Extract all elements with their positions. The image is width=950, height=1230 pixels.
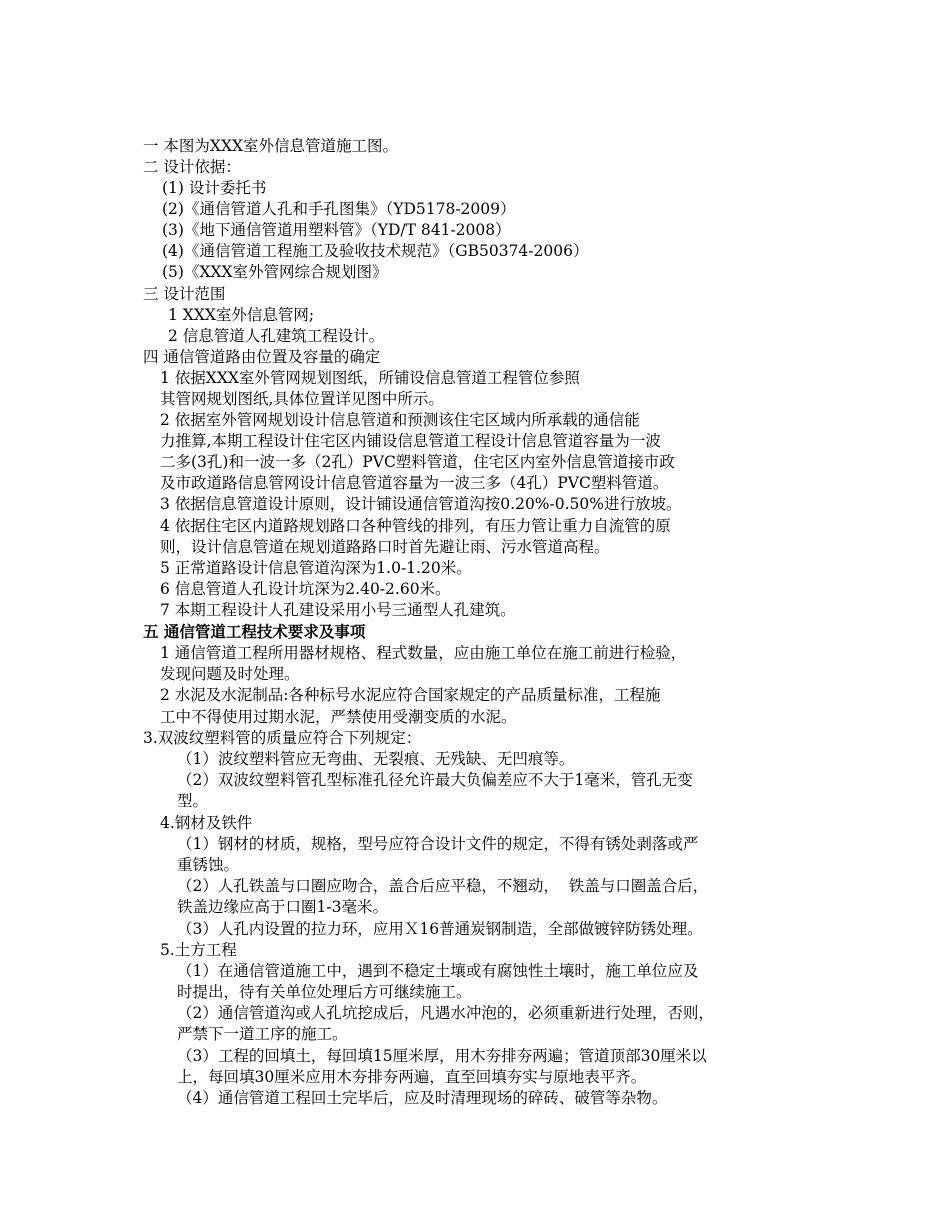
document-line: (5)《XXX室外管网综合规划图》	[162, 263, 388, 281]
document-line: 则，设计信息管道在规划道路路口时首先避让雨、污水管道高程。	[160, 538, 610, 556]
document-line: 1 依据XXX室外管网规划图纸，所铺设信息管道工程管位参照	[160, 369, 580, 387]
document-line: 2 依据室外管网规划设计信息管道和预测该住宅区域内所承载的通信能	[160, 411, 640, 429]
document-line: 重锈蚀。	[177, 856, 240, 874]
document-line: 上，每回填30厘米应用木夯排夯两遍，直至回填夯实与原地表平齐。	[177, 1068, 647, 1086]
document-line: 4.钢材及铁件	[160, 814, 253, 832]
document-line: （1）波纹塑料管应无弯曲、无裂痕、无残缺、无凹痕等。	[177, 750, 575, 768]
document-line: 2 信息管道人孔建筑工程设计。	[168, 327, 385, 345]
document-line: (1) 设计委托书	[162, 179, 267, 197]
document-line: 三 设计范围	[143, 285, 226, 303]
document-line: 7 本期工程设计人孔建设采用小号三通型人孔建筑。	[160, 601, 516, 619]
document-line: （1）钢材的材质，规格，型号应符合设计文件的规定，不得有锈处剥落或严	[177, 835, 699, 853]
document-line: 6 信息管道人孔设计坑深为2.40-2.60米。	[160, 580, 451, 598]
document-line: 5.土方工程	[160, 941, 237, 959]
document-line: 铁盖边缘应高于口圈1-3毫米。	[177, 898, 388, 916]
document-line: （3）工程的回填土，每回填15厘米厚，用木夯排夯两遍；管道顶部30厘米以	[177, 1047, 707, 1065]
document-line: 5 正常道路设计信息管道沟深为1.0-1.20米。	[160, 559, 472, 577]
document-line: 3.双波纹塑料管的质量应符合下列规定：	[143, 729, 422, 747]
document-line: （2）人孔铁盖与口圈应吻合，盖合后应平稳，不翘动， 铁盖与口圈盖合后，	[177, 877, 709, 895]
document-line: 其管网规划图纸,具体位置详见图中所示。	[160, 390, 444, 408]
document-line: 一 本图为XXX室外信息管道施工图。	[143, 137, 399, 155]
document-line: (4)《通信管道工程施工及验收技术规范》（GB50374-2006）	[162, 242, 589, 260]
document-line: 4 依据住宅区内道路规划路口各种管线的排列，有压力管让重力自流管的原	[160, 517, 671, 535]
document-line: 发现问题及时处理。	[160, 665, 300, 683]
document-line: 1 通信管道工程所用器材规格、程式数量，应由施工单位在施工前进行检验，	[160, 644, 687, 662]
document-line: 五 通信管道工程技术要求及事项	[143, 622, 366, 641]
document-line: 四 通信管道路由位置及容量的确定	[143, 348, 381, 366]
document-line: (2)《通信管道人孔和手孔图集》（YD5178-2009）	[162, 200, 516, 218]
document-line: （2）通信管道沟或人孔坑挖成后，凡遇水冲泡的，必须重新进行处理，否则，	[177, 1004, 714, 1022]
document-line: （2）双波纹塑料管孔型标准孔径允许最大负偏差应不大于1毫米，管孔无变	[177, 771, 693, 789]
document-line: （4）通信管道工程回土完毕后，应及时清理现场的碎砖、破管等杂物。	[177, 1089, 668, 1107]
document-line: 二 设计依据：	[143, 158, 241, 176]
document-line: 二多(3孔)和一波一多（2孔）PVC塑料管道，住宅区内室外信息管道接市政	[160, 453, 675, 471]
document-line: 时提出，待有关单位处理后方可继续施工。	[177, 983, 472, 1001]
document-line: 力推算,本期工程设计住宅区内铺设信息管道工程设计信息管道容量为一波	[160, 432, 661, 450]
document-line: 严禁下一道工序的施工。	[177, 1025, 348, 1043]
document-line: 工中不得使用过期水泥，严禁使用受潮变质的水泥。	[160, 708, 517, 726]
document-line: （1）在通信管道施工中，遇到不稳定土壤或有腐蚀性土壤时，施工单位应及	[177, 962, 699, 980]
document-line: 型。	[177, 792, 209, 810]
document-line: (3)《地下通信管道用塑料管》（YD/T 841-2008）	[162, 221, 511, 239]
document-line: 1 XXX室外信息管网;	[168, 306, 315, 324]
document-line: 3 依据信息管道设计原则，设计铺设通信管道沟按0.20%-0.50%进行放坡。	[160, 495, 682, 513]
document-line: 及市政道路信息管网设计信息管道容量为一波三多（4孔）PVC塑料管道。	[160, 474, 669, 492]
document-line: （3）人孔内设置的拉力环，应用Ｘ16普通炭钢制造，全部做镀锌防锈处理。	[177, 920, 703, 938]
document-line: 2 水泥及水泥制品:各种标号水泥应符合国家规定的产品质量标准，工程施	[160, 686, 661, 704]
